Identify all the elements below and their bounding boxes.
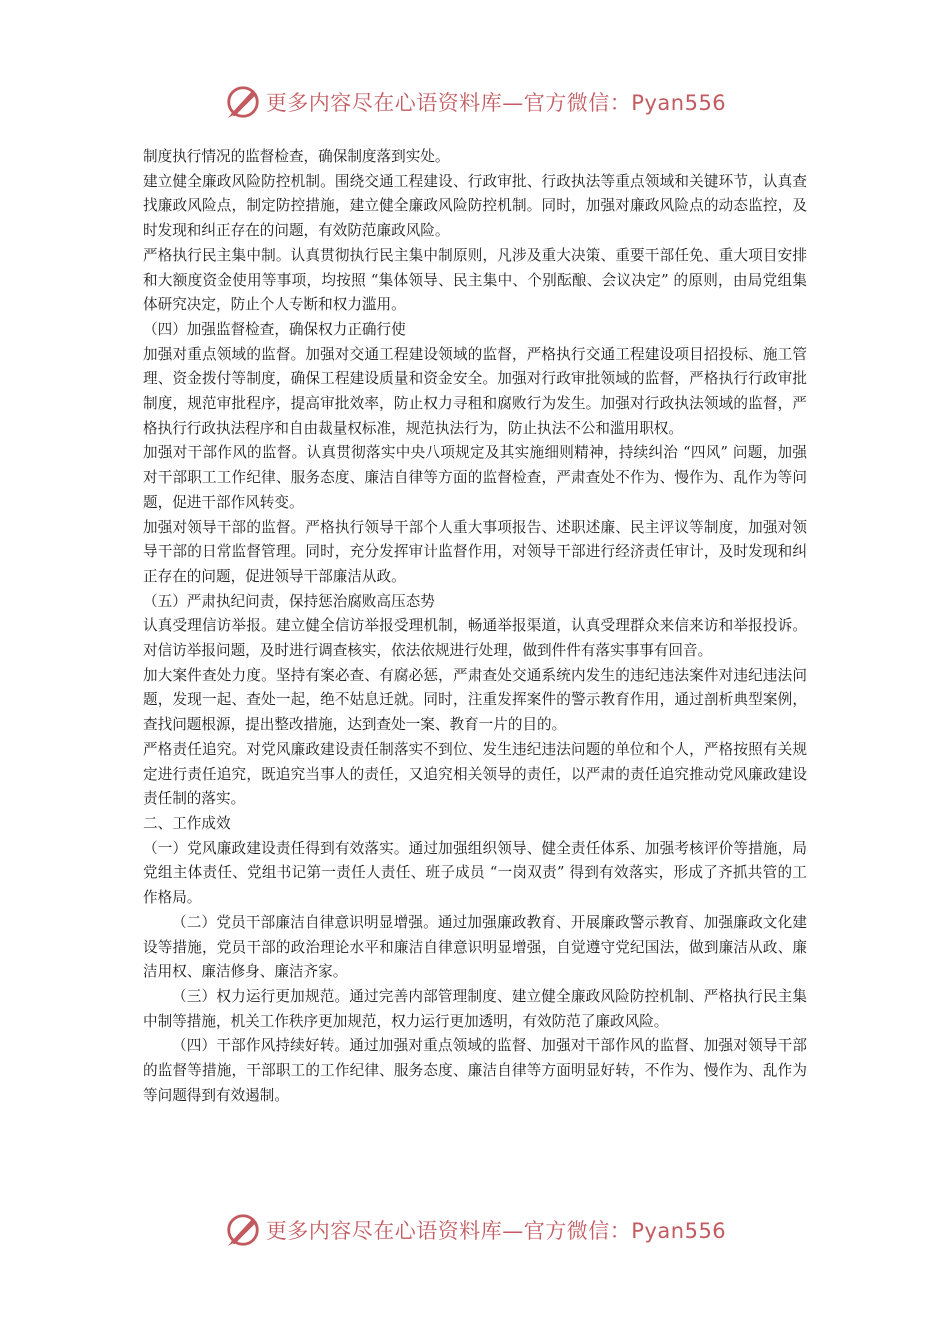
paragraph: 加强对领导干部的监督。严格执行领导干部个人重大事项报告、述职述廉、民主评议等制度，加强对领导干部的日常监督管理。同时，充分发挥审计监督作用，对领导干部进行经济责任审计，及时发现和纠正存在的问题，促进领导干部廉洁从政。 [143, 518, 807, 585]
header-banner-text: 更多内容尽在心语资料库—官方微信：Pyan556 [265, 91, 727, 115]
header-banner [0, 82, 950, 122]
paragraph: 严格责任追究。对党风廉政建设责任制落实不到位、发生违纪违法问题的单位和个人，严格按照有关规定进行责任追究，既追究当事人的责任，又追究相关领导的责任，以严肃的责任追究推动党风廉政建设责任制的落实。 [143, 740, 807, 808]
paragraph: （二）党员干部廉洁自律意识明显增强。通过加强廉政教育、开展廉政警示教育、加强廉政文化建设等措施，党员干部的政治理论水平和廉洁自律意识明显增强，自觉遵守党纪国法，做到廉洁从政、廉洁用权、廉洁修身、廉洁齐家。 [143, 913, 807, 981]
paragraph: （四）干部作风持续好转。通过加强对重点领域的监督、加强对干部作风的监督、加强对领导干部的监督等措施，干部职工的工作纪律、服务态度、廉洁自律等方面明显好转，不作为、慢作为、乱作为等问题得到有效遏制。 [143, 1037, 807, 1104]
paragraph: 严格执行民主集中制。认真贯彻执行民主集中制原则，凡涉及重大决策、重要干部任免、重大项目安排和大额度资金使用等事项，均按照 “集体领导、民主集中、个别酝酿、会议决定” 的原则，由局党组集体研究决定，防止个人专断和权力滥用。 [143, 246, 807, 314]
section-heading: （四）加强监督检查，确保权力正确行使 [143, 320, 406, 338]
section-heading: 二、工作成效 [143, 814, 231, 832]
paragraph: 制度执行情况的监督检查，确保制度落到实处。 [143, 148, 450, 165]
paragraph: （三）权力运行更加规范。通过完善内部管理制度、建立健全廉政风险防控机制、严格执行民主集中制等措施，机关工作秩序更加规范，权力运行更加透明，有效防范了廉政风险。 [143, 987, 807, 1030]
quill-logo-icon [224, 83, 262, 121]
footer-banner [0, 1210, 950, 1250]
paragraph: 建立健全廉政风险防控机制。围绕交通工程建设、行政审批、行政执法等重点领域和关键环节，认真查找廉政风险点，制定防控措施，建立健全廉政风险防控机制。同时，加强对廉政风险点的动态监控，及时发现和纠正存在的问题，有效防范廉政风险。 [143, 172, 807, 240]
footer-banner-text: 更多内容尽在心语资料库—官方微信：Pyan556 [265, 1219, 727, 1243]
quill-logo-icon [224, 1211, 262, 1249]
document-body [143, 145, 807, 1108]
paragraph: 认真受理信访举报。建立健全信访举报受理机制，畅通举报渠道，认真受理群众来信来访和举报投诉。对信访举报问题，及时进行调查核实，依法依规进行处理，做到件件有落实事事有回音。 [143, 617, 807, 660]
paragraph: （一）党风廉政建设责任得到有效落实。通过加强组织领导、健全责任体系、加强考核评价等措施，局党组主体责任、党组书记第一责任人责任、班子成员 “一岗双责” 得到有效落实，形成了齐抓共管的工作格局。 [143, 839, 807, 907]
paragraph: 加大案件查处力度。坚持有案必查、有腐必惩，严肃查处交通系统内发生的违纪违法案件对违纪违法问题，发现一起、查处一起，绝不姑息迁就。同时，注重发挥案件的警示教育作用，通过剖析典型案例，查找问题根源，提出整改措施，达到查处一案、教育一片的目的。 [143, 666, 807, 734]
section-heading: （五）严肃执纪问责，保持惩治腐败高压态势 [143, 592, 435, 610]
paragraph: 加强对重点领域的监督。加强对交通工程建设领域的监督，严格执行交通工程建设项目招投标、施工管理、资金拨付等制度，确保工程建设质量和资金安全。加强对行政审批领域的监督，严格执行行政审批制度，规范审批程序，提高审批效率，防止权力寻租和腐败行为发生。加强对行政执法领域的监督，严格执行行政执法程序和自由裁量权标准，规范执法行为，防止执法不公和滥用职权。 [143, 345, 807, 437]
paragraph: 加强对干部作风的监督。认真贯彻落实中央八项规定及其实施细则精神，持续纠治 “四风” 问题，加强对干部职工工作纪律、服务态度、廉洁自律等方面的监督检查，严肃查处不作为、慢作为、乱作为等问题，促进干部作风转变。 [143, 444, 807, 511]
